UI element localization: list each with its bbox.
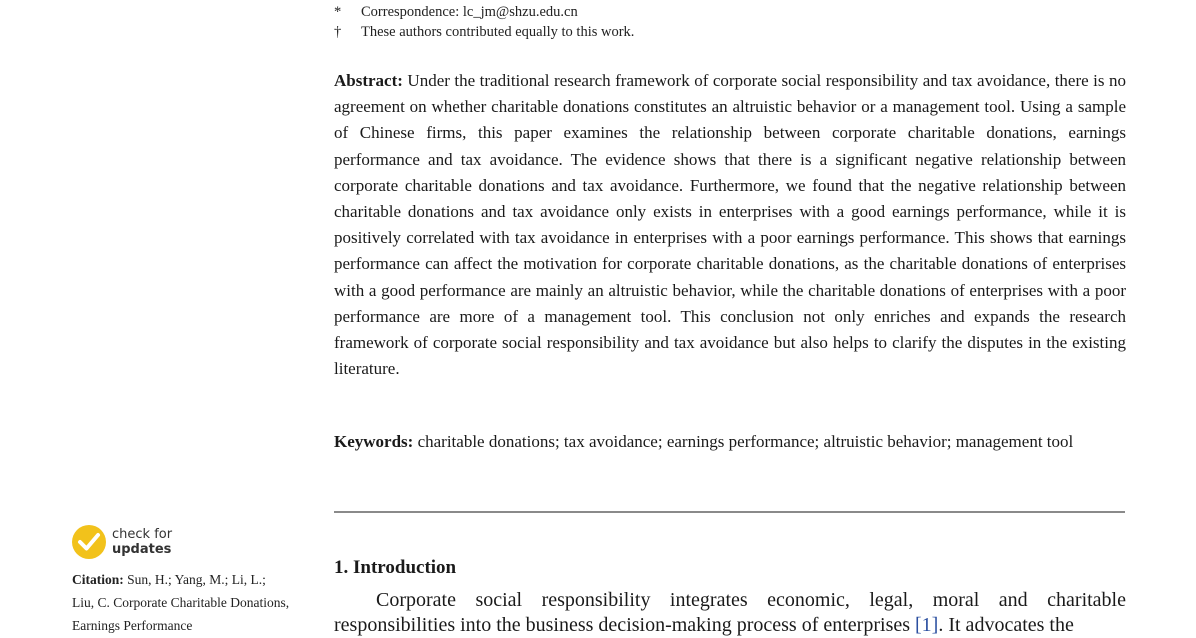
- check-updates-icon: [71, 524, 107, 560]
- reference-link[interactable]: [1]: [915, 614, 939, 636]
- section-divider: [334, 511, 1125, 513]
- citation-block: [72, 568, 290, 637]
- note-marker: *: [334, 4, 342, 20]
- keywords-text: charitable donations; tax avoidance; earnings performance; altruistic behavior; management tool: [417, 432, 1074, 451]
- check-updates-label: [112, 527, 172, 557]
- keywords-label: Keywords:: [334, 432, 414, 451]
- intro-text: Corporate social responsibility integrates economic, legal, moral and charitable responsibilities into the business decision-making process of enterprises: [334, 589, 1126, 636]
- citation-label: Citation:: [72, 572, 124, 587]
- equal-contribution-note: [334, 23, 634, 41]
- equal-contribution-text: These authors contributed equally to this work.: [361, 24, 635, 40]
- correspondence-text: Correspondence: lc_jm@shzu.edu.cn: [361, 4, 578, 20]
- abstract-label: Abstract:: [334, 71, 403, 90]
- note-marker: †: [334, 24, 342, 40]
- check-updates-line2: updates: [112, 542, 172, 557]
- check-updates-line1: check for: [112, 527, 173, 542]
- abstract: [334, 68, 1126, 382]
- intro-text-continued: . It advocates the: [938, 614, 1074, 636]
- section-heading: 1. Introduction: [334, 557, 457, 578]
- keywords: [334, 429, 1126, 455]
- check-for-updates-button[interactable]: [71, 524, 172, 560]
- abstract-text: Under the traditional research framework of corporate social responsibility and tax avoidance, there is no agreement on whether charitable donations constitutes an altruistic behavior or a management tool. Using a sample of Chinese firms, this paper examines the relationship between corporate charitable donations, earnings performance and tax avoidance. The evidence shows that there is a significant negative relationship between corporate charitable donations and tax avoidance. Furthermore, we found that the negative relationship between charitable donations and tax avoidance only exists in enterprises with a good earnings performance, while it is positively correlated with tax avoidance in enterprises with a poor earnings performance. This shows that earnings performance can affect the motivation for corporate charitable donations, as the charitable donations of enterprises with a good performance are mainly an altruistic behavior, while the charitable donations of enterprises with a poor performance are more of a management tool. This conclusion not only enriches and expands the research framework of corporate social responsibility and tax avoidance but also helps to clarify the disputes in the existing literature.: [334, 71, 1126, 379]
- correspondence-note: [334, 3, 578, 21]
- introduction-paragraph: [334, 588, 1126, 638]
- citation-text: Sun, H.; Yang, M.; Li, L.; Liu, C. Corporate Charitable Donations, Earnings Performance: [72, 572, 290, 633]
